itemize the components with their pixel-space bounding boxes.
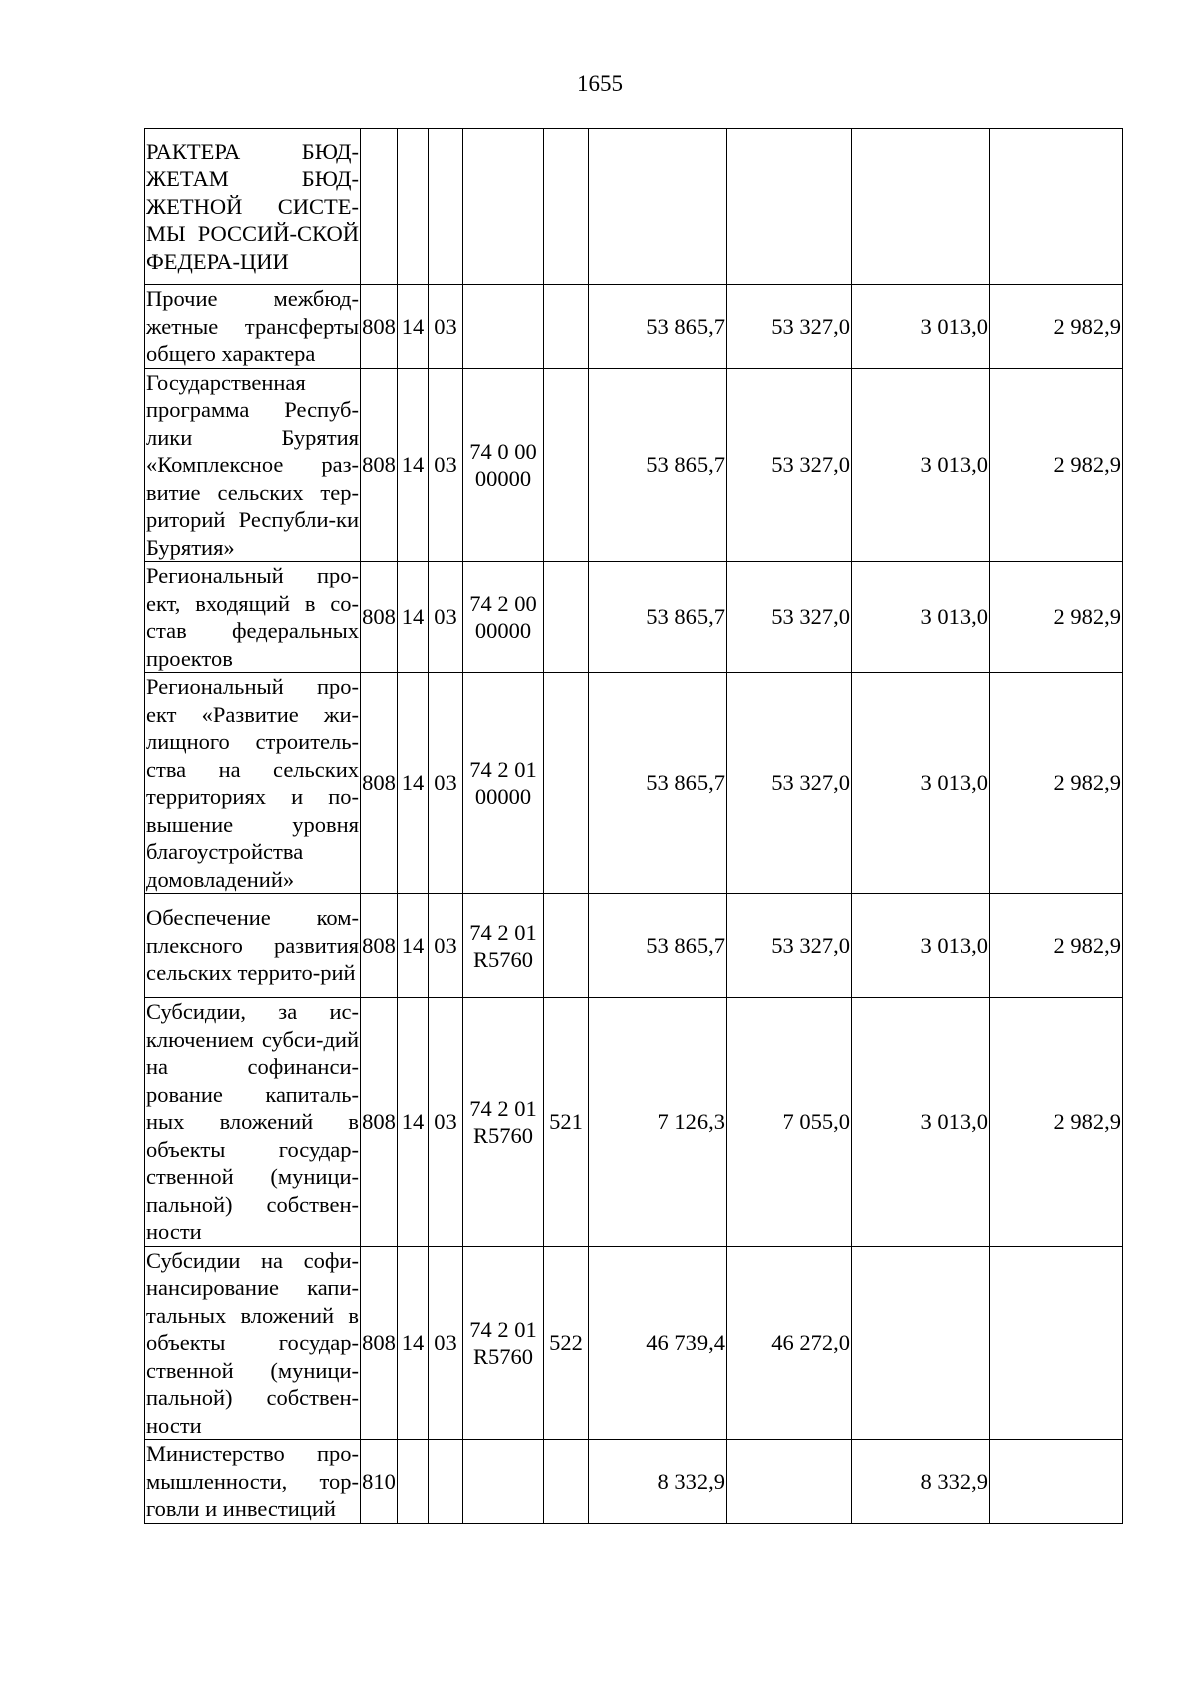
target-article-cell [463,894,544,998]
amount-cell-3: 3 013,0 [852,285,990,369]
grbs-cell: 808 [361,894,398,998]
amount-cell-4: 2 982,9 [990,562,1123,673]
amount-cell-1: 53 865,7 [589,368,727,562]
table-row [145,562,1123,673]
expense-type-cell [544,562,589,673]
table-row [145,1246,1123,1440]
target-article-cell [463,129,544,285]
table-row [145,673,1123,894]
expense-type-cell [544,129,589,285]
amount-cell-1: 53 865,7 [589,894,727,998]
amount-cell-3: 3 013,0 [852,998,990,1247]
target-article-line-2: R5760 [472,1122,533,1148]
row-name-cell: Субсидии, за ис-ключением субси-дий на софинанси-рование капиталь-ных вложений в объекты государ-ственной (муници-пальной) собствен-ности [146,999,359,1244]
row-name-cell: Субсидии на софи-нансирование капи-тальных вложений в объекты государ-ственной (муници-пальной) собствен-ности [146,1247,359,1438]
target-article-line-2: 00000 [474,784,532,809]
amount-cell-4: 2 982,9 [990,894,1123,998]
grbs-cell: 808 [361,673,398,894]
amount-cell-4: 2 982,9 [990,368,1123,562]
expense-type-cell [544,673,589,894]
amount-cell-2 [727,1440,852,1524]
subsection-cell: 03 [429,368,463,562]
row-name-cell: Обеспечение ком-плексного развития сельских террито-рий [145,894,361,998]
table-body [145,129,1123,1524]
amount-cell-1: 53 865,7 [589,562,727,673]
target-article-line-2: 00000 [474,618,532,643]
amount-cell-3: 3 013,0 [852,673,990,894]
target-article-line-2: R5760 [472,946,533,972]
row-name-cell: Государственная программа Респуб-лики Бурятия «Комплексное раз-витие сельских тер-риторий Республи-ки Бурятия» [146,369,359,560]
grbs-cell: 808 [361,998,398,1247]
amount-cell-3: 8 332,9 [852,1440,990,1524]
section-cell [398,1440,429,1524]
expense-type-cell [544,368,589,562]
target-article-line-2: 00000 [474,465,532,491]
section-cell: 14 [398,1246,429,1440]
amount-cell-1: 53 865,7 [589,285,727,369]
expense-type-cell [544,1440,589,1524]
amount-cell-2: 53 327,0 [727,894,852,998]
amount-cell-1 [589,129,727,285]
amount-cell-3 [852,129,990,285]
section-cell: 14 [398,285,429,369]
target-article-line-2: R5760 [472,1343,533,1369]
section-cell: 14 [398,368,429,562]
page-number: 1655 [577,71,623,96]
subsection-cell: 03 [429,673,463,894]
target-article-cell [463,1440,544,1524]
table-row [145,368,1123,562]
amount-cell-4 [990,129,1123,285]
grbs-cell: 808 [361,368,398,562]
subsection-cell: 03 [429,894,463,998]
amount-cell-4 [990,1440,1123,1524]
target-article-cell [463,368,544,562]
amount-cell-3: 3 013,0 [852,562,990,673]
subsection-cell: 03 [429,998,463,1247]
target-article-line-1: 74 2 01 [469,757,537,782]
amount-cell-1: 53 865,7 [589,673,727,894]
budget-table [144,128,1123,1524]
table-row [145,998,1123,1247]
amount-cell-2: 53 327,0 [727,368,852,562]
subsection-cell [429,1440,463,1524]
amount-cell-4: 2 982,9 [990,673,1123,894]
target-article-line-1: 74 2 01 [469,1316,537,1342]
table-row [145,285,1123,369]
amount-cell-3 [852,1246,990,1440]
row-name-cell: Региональный про-ект «Развитие жи-лищного строитель-ства на сельских территориях и по-вышение уровня благоустройства домовладений» [146,674,359,892]
expense-type-cell: 521 [544,998,589,1247]
expense-type-cell [544,285,589,369]
amount-cell-1: 8 332,9 [589,1440,727,1524]
amount-cell-2 [727,129,852,285]
target-article-line-1: 74 2 00 [469,591,537,616]
amount-cell-4: 2 982,9 [990,285,1123,369]
target-article-line-1: 74 2 01 [469,1095,537,1121]
subsection-cell: 03 [429,562,463,673]
target-article-line-1: 74 0 00 [469,438,537,464]
table-row [145,129,1123,285]
section-cell: 14 [398,562,429,673]
expense-type-cell: 522 [544,1246,589,1440]
target-article-cell [463,562,544,673]
target-article-cell [463,998,544,1247]
amount-cell-3: 3 013,0 [852,894,990,998]
target-article-line-1: 74 2 01 [469,919,537,945]
row-name-cell: Министерство про-мышленности, тор-говли и инвестиций [146,1441,359,1521]
section-cell [398,129,429,285]
amount-cell-4: 2 982,9 [990,998,1123,1247]
table-row [145,1440,1123,1524]
grbs-cell: 808 [361,1246,398,1440]
subsection-cell: 03 [429,1246,463,1440]
amount-cell-2: 53 327,0 [727,285,852,369]
amount-cell-1: 7 126,3 [589,998,727,1247]
row-name-cell: Прочие межбюд-жетные трансферты общего характера [146,286,359,366]
grbs-cell: 810 [361,1440,398,1524]
section-cell: 14 [398,998,429,1247]
amount-cell-1: 46 739,4 [589,1246,727,1440]
amount-cell-2: 7 055,0 [727,998,852,1247]
row-name-cell: Региональный про-ект, входящий в со-став федеральных проектов [146,563,359,671]
section-cell: 14 [398,894,429,998]
amount-cell-2: 53 327,0 [727,673,852,894]
grbs-cell [361,129,398,285]
target-article-cell [463,285,544,369]
amount-cell-2: 53 327,0 [727,562,852,673]
amount-cell-3: 3 013,0 [852,368,990,562]
target-article-cell [463,1246,544,1440]
table-row [145,894,1123,998]
row-name-cell: РАКТЕРА БЮД-ЖЕТАМ БЮД-ЖЕТНОЙ СИСТЕ-МЫ РОССИЙ-СКОЙ ФЕДЕРА-ЦИИ [145,129,361,285]
amount-cell-4 [990,1246,1123,1440]
section-cell: 14 [398,673,429,894]
grbs-cell: 808 [361,562,398,673]
grbs-cell: 808 [361,285,398,369]
amount-cell-2: 46 272,0 [727,1246,852,1440]
expense-type-cell [544,894,589,998]
subsection-cell [429,129,463,285]
target-article-cell [463,673,544,894]
subsection-cell: 03 [429,285,463,369]
